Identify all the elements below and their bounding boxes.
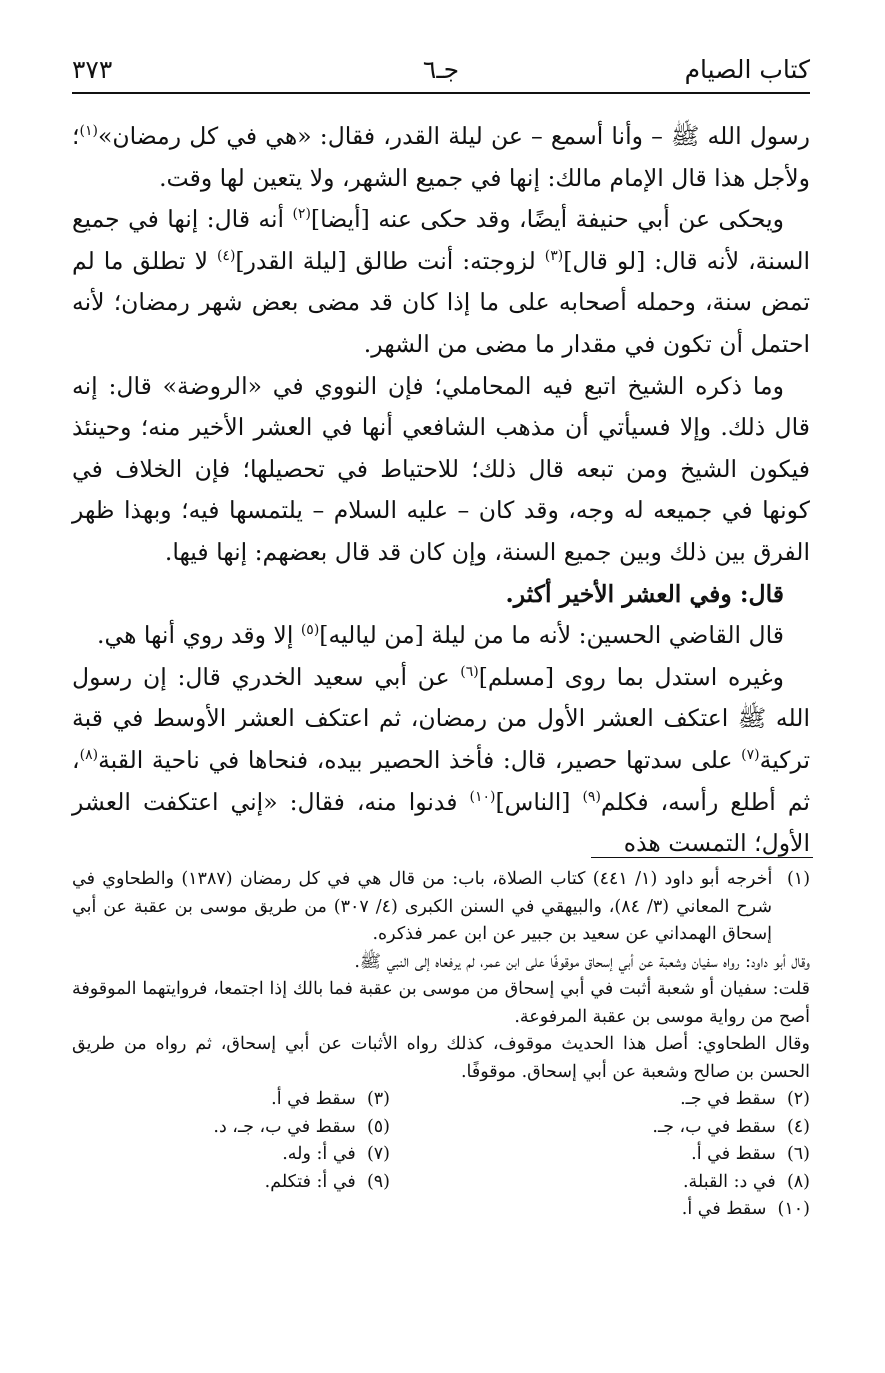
footnote: (٥) سقط في ب، جـ، د. — [213, 1116, 390, 1137]
main-text — [72, 116, 810, 865]
footnote-marker: (٩) — [582, 788, 601, 805]
footnote: (٧) في أ: وله. — [282, 1144, 390, 1164]
paragraph: ويحكى عن أبي حنيفة أيضًا، وقد حكى عنه [أيضا]$^{(٢)}$ أنه قال: إنها في جميع السنة، لأنه قال: [لو قال]$^{(٣)}$ لزوجته: أنت طالق [ليلة القدر]$^{(٤)}$ لا تطلق ما لم تمض سنة، وحمله أصحابه على ما إذا كان قد مضى بعض شهر رمضان؛ لأنه احتمل أن تكون في مقدار ما مضى من الشهر. — [72, 205, 811, 358]
short-footnotes — [72, 1086, 810, 1224]
footnote-marker: (٤) — [216, 247, 236, 264]
footnote: (٢) سقط في جـ. — [680, 1089, 810, 1109]
footnotes — [72, 866, 810, 1224]
book-title: كتاب الصيام — [684, 55, 810, 84]
footnote-marker: (١٠) — [469, 788, 496, 805]
page-number: ٣٧٣ — [72, 55, 113, 84]
footnote-1-continued: وقال الطحاوي: أصل هذا الحديث موقوف، كذلك رواه الأثبات عن أبي إسحاق، ثم رواه من طريق الحسن بن صالح وشعبة عن أبي إسحاق. موقوفًا. — [72, 1034, 810, 1082]
paragraph: وما ذكره الشيخ اتبع فيه المحاملي؛ فإن النووي في «الروضة» قال: إنه قال ذلك. وإلا فسيأتي أن مذهب الشافعي أنها في العشر الأخير منه؛ وحينئذ فيكون الشيخ ومن تبعه قال ذلك؛ للاحتياط في تحصيلها؛ فإن الخلاف في كونها في جميعه له وجه، وقد كان – عليه السلام – يلتمسها فيه؛ وبهذا ظهر الفرق بين ذلك وبين جميع السنة، وإن كان قد قال بعضهم: إنها فيها. — [72, 371, 810, 566]
footnote-marker: (٧) — [741, 747, 760, 764]
footnote-marker: (٥) — [300, 622, 320, 639]
footnote: (٦) سقط في أ. — [691, 1144, 810, 1164]
footnote-marker: (٢) — [292, 206, 311, 223]
footnote-1-continued: قلت: سفيان أو شعبة أثبت في أبي إسحاق من موسى بن عقبة فما بالك إذا اجتمعا، فروايتهما الموقوفة أصح من رواية موسى بن عقبة المرفوعة. — [72, 979, 810, 1027]
header-rule — [72, 92, 810, 94]
footnote-1: (١) أخرجه أبو داود (١/ ٤٤١) كتاب الصلاة، باب: من قال هي في كل رمضان (١٣٨٧) والطحاوي في شرح المعاني (٣/ ٨٤)، والبيهقي في السنن الكبرى (٤/ ٣٠٧) من طريق موسى بن عقبة عن أبي إسحاق الهمداني عن سعيد بن جبير عن ابن عمر فذكره. — [72, 869, 811, 944]
footnote-1-continued: وقال أبو داود: رواه سفيان وشعبة عن أبي إسحاق موقوفًا على ابن عمر، لم يرفعاه إلى النبي ﷺ. — [354, 951, 810, 972]
footnote: (١٠) سقط في أ. — [681, 1199, 810, 1219]
matn-line: قال: وفي العشر الأخير أكثر. — [505, 579, 784, 608]
volume-label: جـ٦ — [422, 55, 460, 84]
footnote: (٤) سقط في ب، جـ. — [652, 1116, 810, 1137]
footnote: (٩) في أ: فتكلم. — [264, 1171, 390, 1192]
footnote: (٨) في د: القبلة. — [682, 1171, 810, 1192]
footnote-marker: (١) — [79, 123, 98, 140]
running-header — [72, 50, 810, 92]
footnote-rule — [591, 857, 813, 858]
paragraph: وغيره استدل بما روى [مسلم]$^{(٦)}$ عن أبي سعيد الخدري قال: إن رسول الله ﷺ اعتكف العشر الأول من رمضان، ثم اعتكف العشر الأوسط في قبة تركية$^{(٧)}$ على سدتها حصير، قال: فأخذ الحصير بيده، فنحاها في ناحية القبة$^{(٨)}$، ثم أطلع رأسه، فكلم$^{(٩)}$ [الناس]$^{(١٠)}$ فدنوا منه، فقال: «إني اعتكفت العشر الأول؛ التمست هذه — [72, 662, 811, 858]
footnote-marker: (٦) — [460, 663, 479, 680]
footnote-marker: (٨) — [79, 747, 99, 764]
footnote-marker: (٣) — [544, 247, 564, 264]
paragraph: قال القاضي الحسين: لأنه ما من ليلة [من لياليه]$^{(٥)}$ إلا وقد روي أنها هي. — [97, 621, 784, 650]
paragraph: رسول الله ﷺ – وأنا أسمع – عن ليلة القدر، فقال: «هي في كل رمضان»$^{(١)}$؛ ولأجل هذا قال الإمام مالك: إنها في جميع الشهر، ولا يتعين لها وقت. — [72, 122, 810, 192]
footnote: (٣) سقط في أ. — [271, 1089, 390, 1109]
